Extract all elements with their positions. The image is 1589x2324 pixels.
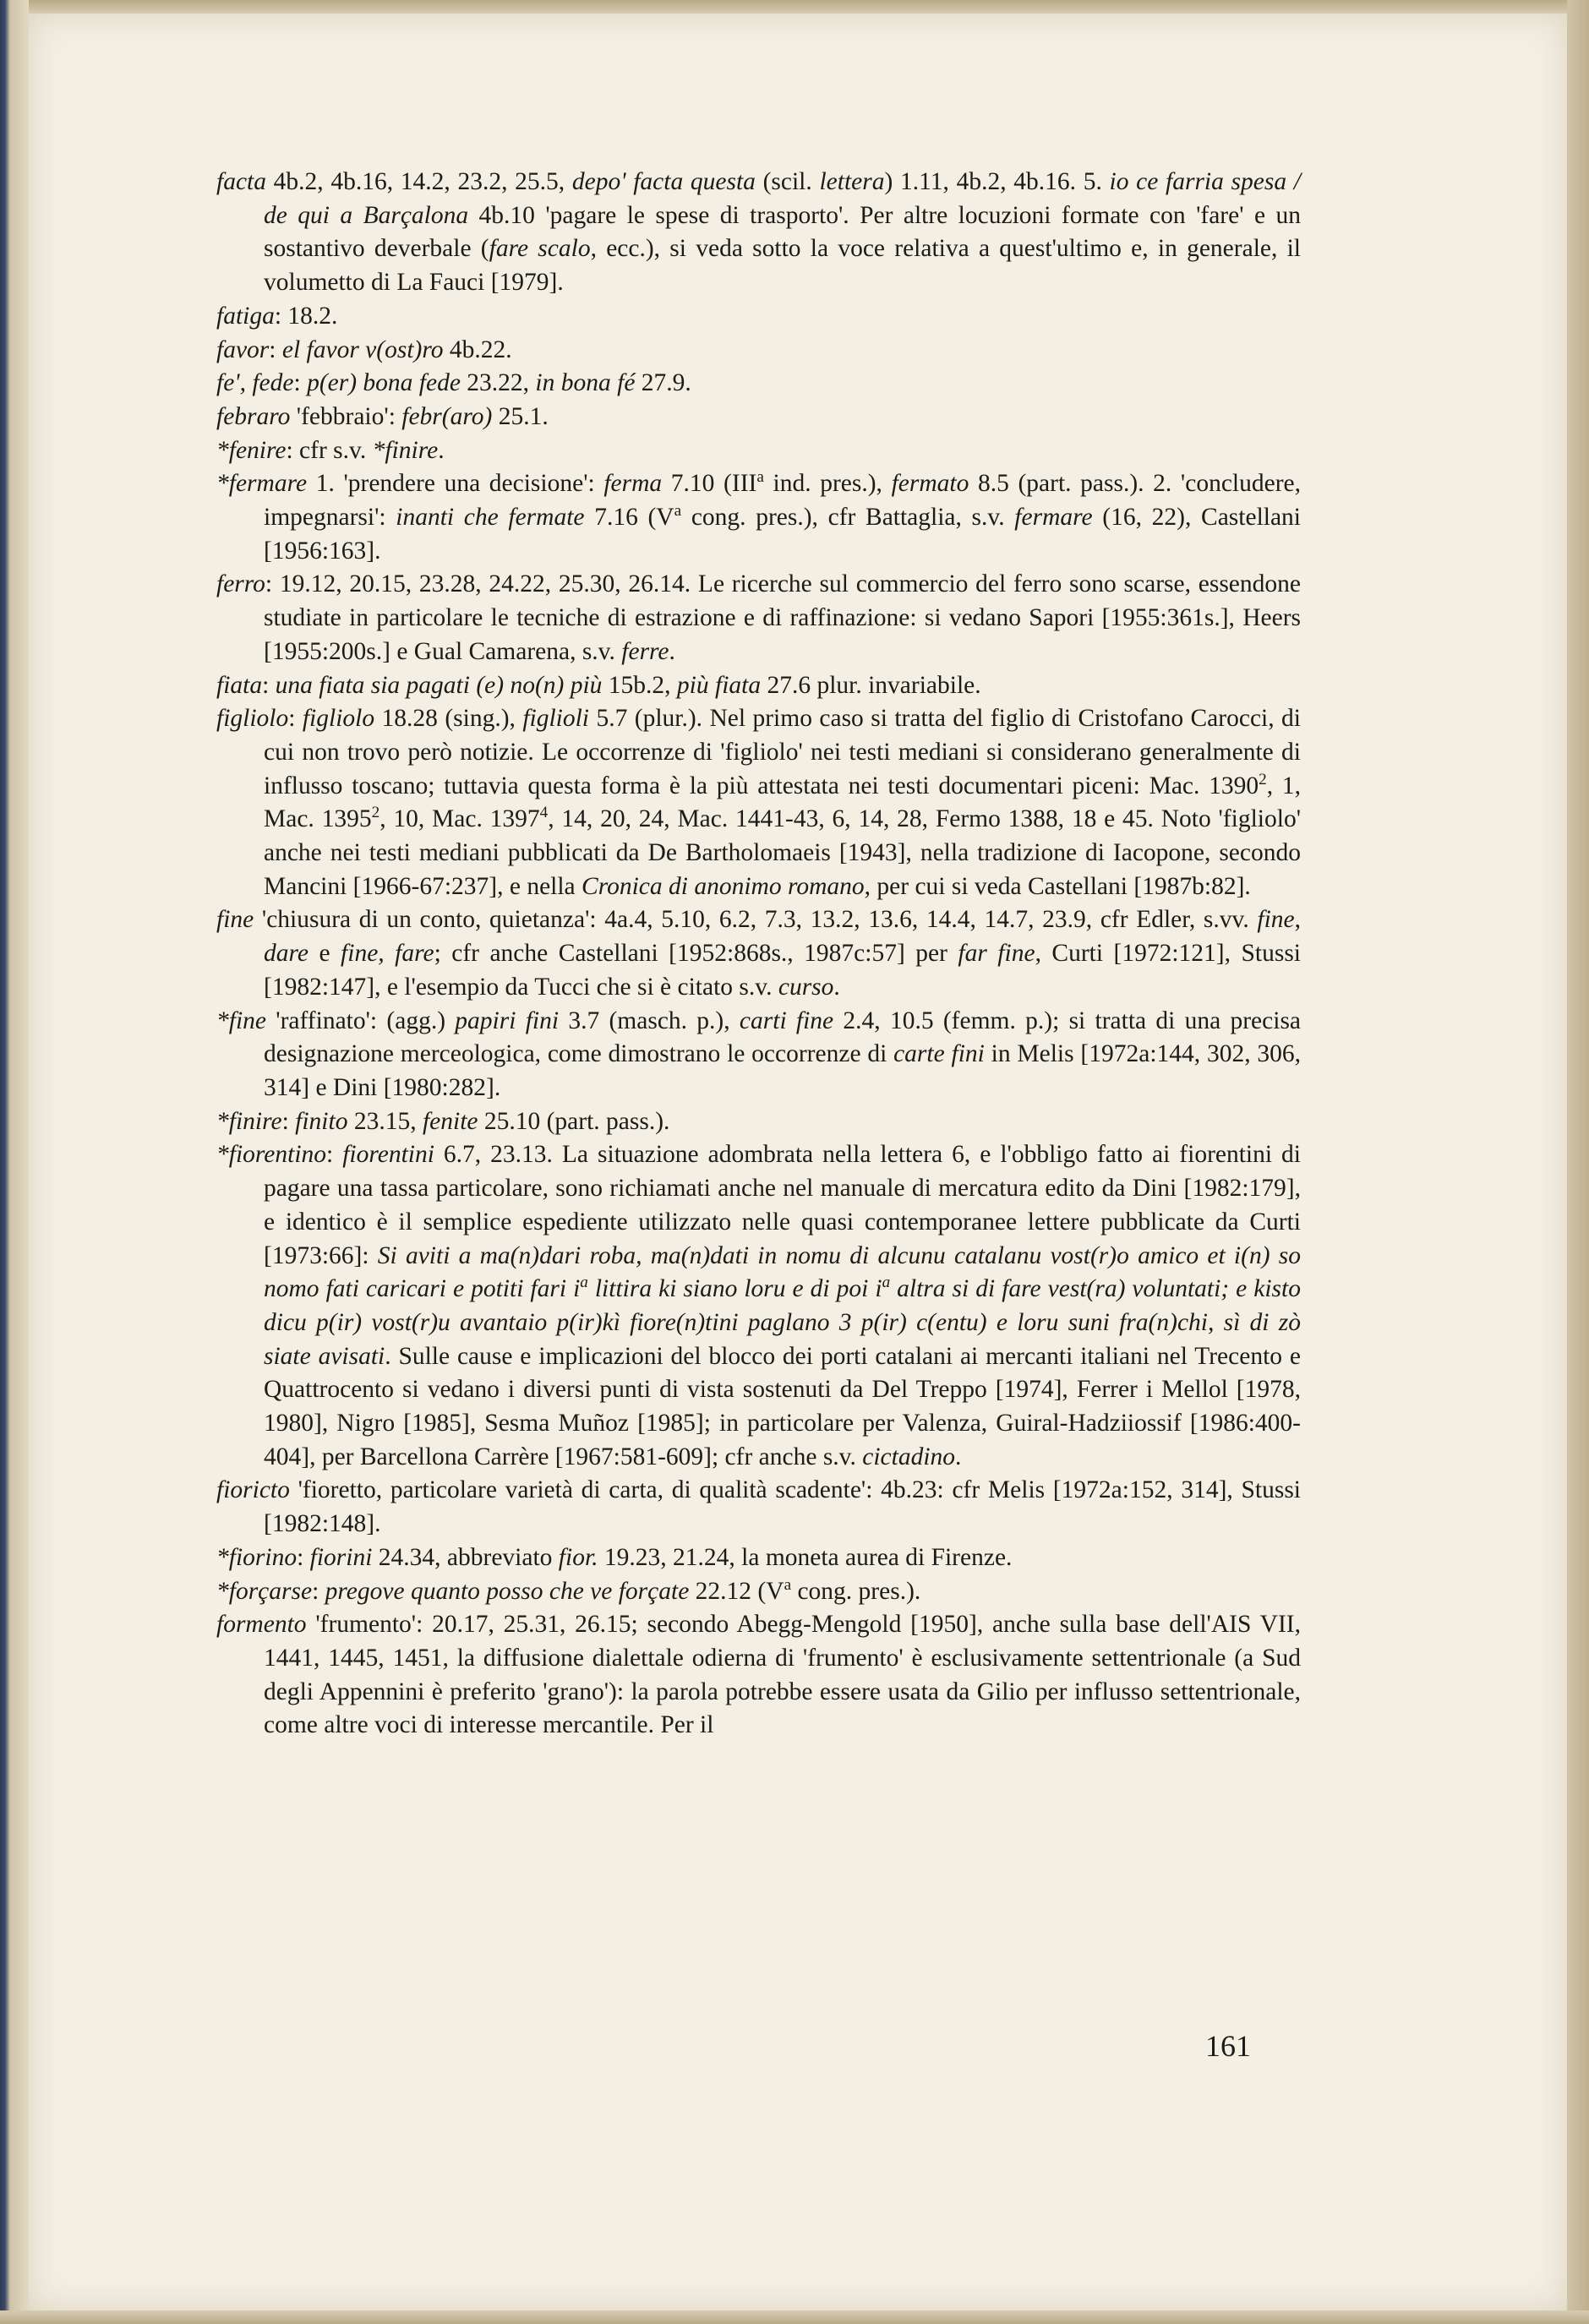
- superscript: 2: [1259, 770, 1267, 788]
- superscript: a: [882, 1274, 891, 1292]
- italic-text: carti fine: [739, 1007, 834, 1034]
- entry-text: 22.12 (V: [689, 1577, 784, 1605]
- superscript: a: [674, 502, 682, 521]
- entry-text: .: [833, 973, 840, 1001]
- italic-text: in bona fé: [535, 369, 636, 397]
- italic-text: inanti che fermate: [396, 504, 585, 532]
- entry-text: , ecc.), si veda sotto la voce relativa a quest'ultimo e, in generale, il volumetto di La Fauci [1979].: [264, 235, 1301, 297]
- entry-text: , Curti [1972:121], Stussi [1982:147], e l'esempio da Tucci che si è citato s.v.: [264, 940, 1301, 1001]
- entry-headword: *forçarse: [216, 1577, 313, 1605]
- glossary-entry: [216, 1474, 1301, 1541]
- entry-text: 7.16 (V: [584, 504, 674, 532]
- entry-text: .: [669, 637, 675, 665]
- entry-text: 'fioretto, particolare varietà di carta, di qualità scadente': 4b.23: cfr Melis [1972a:152, 314], Stussi [1982:148].: [264, 1476, 1301, 1538]
- italic-text: carte fini: [893, 1040, 985, 1068]
- entry-text: 15b.2,: [602, 671, 677, 699]
- entry-text: cong. pres.), cfr Battaglia, s.v.: [681, 504, 1015, 532]
- italic-text: fare scalo: [489, 235, 591, 263]
- italic-text: dare: [264, 940, 309, 968]
- italic-text: depo' facta questa: [571, 168, 756, 195]
- italic-text: cictadino: [862, 1443, 956, 1470]
- entry-text: , 1, Mac. 1395: [264, 772, 1301, 833]
- entry-headword: fiata: [216, 671, 263, 699]
- scan-edge-top: [0, 0, 1589, 14]
- entry-text: 'chiusura di un conto, quietanza': 4a.4, 5.10, 6.2, 7.3, 13.2, 13.6, 14.4, 14.7, 23.9, cfr Edler, s.vv.: [254, 906, 1258, 934]
- italic-text: p(er) bona fede: [307, 369, 461, 397]
- italic-text: *finire: [372, 436, 439, 464]
- entry-text: , 14, 20, 24, Mac. 1441-43, 6, 14, 28, Fermo 1388, 18 e 45. Noto 'figliolo' anche nei testi mediani pubblicati da De Bartholomaeis [1943], nella tradizione di Iacopone, secondo Mancini [1966-67:237], e nella: [264, 805, 1302, 900]
- italic-text: pregove quanto posso che ve forçate: [325, 1577, 690, 1605]
- italic-text: fine: [1257, 906, 1295, 934]
- page-number: 161: [1205, 2029, 1251, 2063]
- entry-text: .: [438, 436, 445, 464]
- entry-text: 24.34, abbreviato: [372, 1543, 559, 1571]
- entry-text: e: [308, 940, 341, 968]
- italic-text: figlioli: [522, 705, 590, 733]
- entry-headword: ferro: [216, 570, 265, 598]
- entry-text: 6.7, 23.13. La situazione adombrata nella lettera 6, e l'obbligo fatto ai fiorentini di pagare una tassa particolare, sono richiamati anche nel manuale di mercatura edito da Dini [1982:179], e identico è il semplice espediente utilizzato nelle quasi contemporanee lettere pubblicate da Curti [1973:66]:: [264, 1141, 1302, 1269]
- entry-text: 2.4, 10.5 (femm. p.); si tratta di una precisa designazione merceologica, come dimostrano le occorrenze di: [264, 1007, 1302, 1068]
- entry-headword: *finire: [216, 1107, 282, 1135]
- glossary-entry: [216, 702, 1301, 903]
- entry-text: in Melis [1972a:144, 302, 306, 314] e Dini [1980:282].: [264, 1040, 1301, 1101]
- entry-text: :: [293, 369, 308, 397]
- italic-text: figliolo: [302, 705, 375, 733]
- entry-headword: *fiorentino: [216, 1141, 327, 1169]
- entry-headword: formento: [216, 1611, 307, 1639]
- entry-text: ) 1.11, 4b.2, 4b.16. 5.: [884, 168, 1110, 195]
- entry-text: ; cfr anche Castellani [1952:868s., 1987c:57] per: [434, 940, 958, 968]
- glossary-entry: [216, 467, 1301, 568]
- superscript: 2: [371, 804, 380, 822]
- entry-text: 4b.2, 4b.16, 14.2, 23.2, 25.5,: [266, 168, 572, 195]
- italic-text: fenite: [422, 1107, 478, 1135]
- entry-text: .: [955, 1443, 962, 1470]
- glossary-entry: [216, 568, 1301, 668]
- italic-text: fiorentini: [342, 1141, 434, 1169]
- entry-text: (16, 22), Castellani [1956:163].: [264, 504, 1301, 565]
- glossary-entry: [216, 166, 1301, 300]
- superscript: a: [784, 1575, 792, 1594]
- entry-text: 18.28 (sing.),: [374, 705, 523, 733]
- italic-text: ferma: [603, 470, 663, 498]
- entry-headword: fe', fede: [216, 369, 294, 397]
- superscript: a: [580, 1274, 588, 1292]
- entry-text: 27.9.: [635, 369, 691, 397]
- entry-text: : cfr s.v.: [286, 436, 373, 464]
- entry-text: : 18.2.: [274, 302, 338, 330]
- italic-text: curso: [778, 973, 834, 1001]
- entry-text: cong. pres.).: [791, 1577, 921, 1605]
- glossary-entry: [216, 1005, 1301, 1105]
- entry-text: (scil.: [755, 168, 820, 195]
- italic-text: Cronica di anonimo romano: [582, 872, 865, 900]
- entry-headword: fatiga: [216, 302, 275, 330]
- entry-headword: *fine: [216, 1007, 266, 1034]
- glossary-entry: [216, 1575, 1301, 1609]
- italic-text: fermare: [1014, 504, 1093, 532]
- italic-text: papiri fini: [455, 1007, 560, 1034]
- italic-text: altra si di fare vest(ra) voluntati; e kisto dicu p(ir) vost(r)u avantaio p(ir)kì fiore(n)tini paglano 3 p(ir) c(entu) e loru suni fra(n)chi, sì di zò siate avisati: [264, 1275, 1301, 1370]
- superscript: 4: [539, 804, 549, 822]
- entry-text: ind. pres.),: [763, 470, 892, 498]
- entry-text: 3.7 (masch. p.),: [559, 1007, 740, 1034]
- scan-edge-left: [0, 0, 29, 2324]
- italic-text: una fiata sia pagati (e) no(n) più: [275, 671, 603, 699]
- scan-edge-right: [1567, 0, 1589, 2324]
- entry-text: :: [297, 1543, 310, 1571]
- italic-text: fermato: [891, 470, 969, 498]
- entry-text: , per cui si veda Castellani [1987b:82].: [864, 872, 1251, 900]
- entry-headword: fioricto: [216, 1476, 290, 1504]
- italic-text: più fiata: [676, 671, 762, 699]
- entry-headword: febraro: [216, 402, 291, 430]
- entry-text: :: [312, 1577, 325, 1605]
- entry-text: 'frumento': 20.17, 25.31, 26.15; secondo Abegg-Mengold [1950], anche sulla base dell'AIS VII, 1441, 1445, 1451, la diffusione dialettale odierna di 'frumento' è esclusivamente settentrionale (a Sud degli Appennini è preferito 'grano'): la parola potrebbe essere usata da Gilio per influsso settentrionale, come altre voci di interesse mercantile. Per il: [264, 1611, 1301, 1739]
- entry-text: :: [262, 671, 276, 699]
- glossary-entry: [216, 367, 1301, 401]
- entry-text: 'raffinato': (agg.): [266, 1007, 456, 1034]
- glossary-entry: [216, 1138, 1301, 1474]
- entry-text: : 19.12, 20.15, 23.28, 24.22, 25.30, 26.14. Le ricerche sul commercio del ferro sono scarse, essendone studiate in particolare le tecniche di estrazione e di raffinazione: si vedano Sapori [1955:361s.], Heers [1955:200s.] e Gual Camarena, s.v.: [264, 570, 1301, 665]
- entry-text: 23.22,: [460, 369, 536, 397]
- glossary-entries: [216, 166, 1301, 1743]
- entry-headword: *fenire: [216, 436, 287, 464]
- entry-headword: *fermare: [216, 470, 308, 498]
- entry-text: 23.15,: [347, 1107, 423, 1135]
- italic-text: fiorini: [309, 1543, 373, 1571]
- italic-text: lettera: [819, 168, 885, 195]
- italic-text: io ce farria spesa / de qui a Barçalona: [264, 168, 1301, 229]
- entry-text: 25.10 (part. pass.).: [478, 1107, 670, 1135]
- scan-edge-bottom: [0, 2310, 1589, 2324]
- italic-text: Si aviti a ma(n)dari roba, ma(n)dati in nomu di alcunu catalanu vost(r)o amico et i(n) so nomo fati caricari e potiti fari i: [264, 1241, 1301, 1303]
- entry-text: 4b.10 'pagare le spese di trasporto'. Per altre locuzioni formate con 'fare' e un sostantivo deverbale (: [264, 201, 1301, 263]
- entry-text: 4b.22.: [443, 336, 512, 363]
- glossary-entry: [216, 434, 1301, 468]
- entry-headword: facta: [216, 168, 266, 195]
- italic-text: fine, fare: [341, 940, 434, 968]
- italic-text: far fine: [958, 940, 1035, 968]
- italic-text: el favor v(ost)ro: [281, 336, 444, 363]
- glossary-entry: [216, 669, 1301, 703]
- glossary-entry: [216, 1608, 1301, 1743]
- italic-text: fior.: [558, 1543, 598, 1571]
- entry-text: :: [281, 1107, 296, 1135]
- glossary-entry: [216, 1541, 1301, 1575]
- glossary-entry: [216, 903, 1301, 1004]
- entry-text: , 10, Mac. 1397: [380, 805, 540, 833]
- entry-text: 'febbraio':: [290, 402, 402, 430]
- italic-text: ferre: [621, 637, 669, 665]
- entry-text: 19.23, 21.24, la moneta aurea di Firenze.: [598, 1543, 1013, 1571]
- italic-text: finito: [295, 1107, 348, 1135]
- italic-text: littira ki siano loru e di poi i: [587, 1275, 882, 1303]
- glossary-entry: [216, 300, 1301, 334]
- entry-headword: figliolo: [216, 705, 289, 733]
- superscript: a: [756, 468, 764, 487]
- entry-text: . Sulle cause e implicazioni del blocco dei porti catalani ai mercanti italiani nel Trecento e Quattrocento si vedano i diversi punti di vista sostenuti da Del Treppo [1974], Ferrer i Mellol [1978, 1980], Nigro [1985], Sesma Muñoz [1985]; in particolare per Valenza, Guiral-Hadziiossif [1986:400-404], per Barcellona Carrère [1967:581-609]; cfr anche s.v.: [264, 1342, 1301, 1470]
- italic-text: febr(aro): [401, 402, 493, 430]
- glossary-entry: [216, 401, 1301, 434]
- entry-text: ,: [1294, 906, 1301, 934]
- entry-headword: favor: [216, 336, 270, 363]
- entry-headword: *fiorino: [216, 1543, 298, 1571]
- entry-text: :: [326, 1141, 343, 1169]
- entry-text: 7.10 (III: [662, 470, 757, 498]
- entry-text: 1. 'prendere una decisione':: [307, 470, 604, 498]
- entry-text: :: [288, 705, 303, 733]
- entry-text: 25.1.: [492, 402, 549, 430]
- entry-text: 8.5 (part. pass.). 2. 'concludere, impegnarsi':: [264, 470, 1302, 532]
- entry-text: :: [269, 336, 282, 363]
- entry-text: 5.7 (plur.). Nel primo caso si tratta del figlio di Cristofano Carocci, di cui non trovo però notizie. Le occorrenze di 'figliolo' nei testi mediani si considerano generalmente di influsso toscano; tuttavia questa forma è la più attestata nei testi documentari piceni: Mac. 1390: [264, 705, 1301, 799]
- glossary-entry: [216, 1105, 1301, 1139]
- entry-text: 27.6 plur. invariabile.: [761, 671, 981, 699]
- glossary-entry: [216, 334, 1301, 368]
- entry-headword: fine: [216, 906, 254, 934]
